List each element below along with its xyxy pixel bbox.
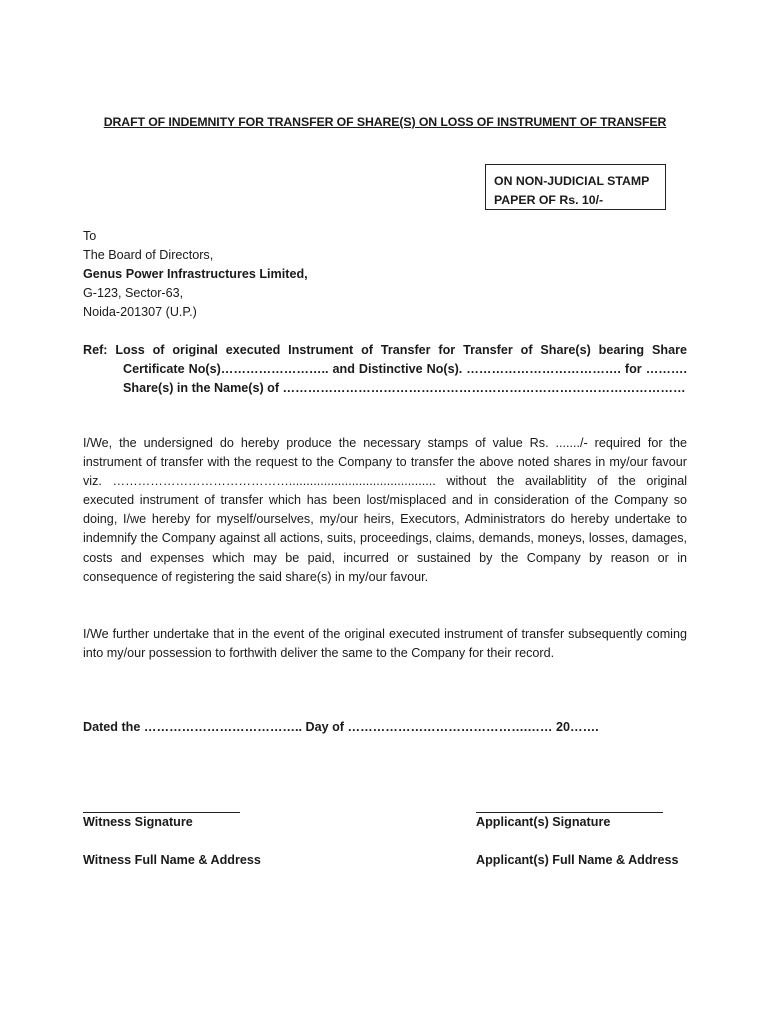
address-company: Genus Power Infrastructures Limited, [83, 267, 308, 281]
document-title: DRAFT OF INDEMNITY FOR TRANSFER OF SHARE(S) ON LOSS OF INSTRUMENT OF TRANSFER [103, 115, 667, 129]
witness-signature-line [83, 798, 240, 813]
applicant-signature-line [476, 798, 663, 813]
witness-signature-label: Witness Signature [83, 815, 193, 829]
stamp-line-1: ON NON-JUDICIAL STAMP [494, 174, 650, 188]
applicant-signature-label: Applicant(s) Signature [476, 815, 611, 829]
witness-name-label: Witness Full Name & Address [83, 853, 261, 867]
reference-block [83, 341, 687, 398]
undertaking-paragraph: I/We further undertake that in the event of the original executed instrument of transfer subsequently coming into my/our possession to forthwith deliver the same to the Company for their record. [83, 627, 687, 661]
stamp-paper-box [485, 164, 666, 210]
address-recipient: The Board of Directors, [83, 248, 214, 262]
applicant-name-label: Applicant(s) Full Name & Address [476, 853, 679, 867]
reference-line-3: Share(s) in the Name(s) of …………………………………………………………………………………… [123, 381, 686, 395]
address-street: G-123, Sector-63, [83, 286, 184, 300]
reference-line-1: Ref: Loss of original executed Instrument of Transfer for Transfer of Share(s) bearing Share [83, 343, 687, 357]
address-to: To [83, 229, 97, 243]
address-block [83, 227, 308, 322]
indemnity-paragraph: I/We, the undersigned do hereby produce the necessary stamps of value Rs. ......./- required for the instrument of transfer with the request to the Company to transfer the above noted shares in my/our favour viz. …………………………………….......................................... without the availablitity of the original executed instrument of transfer which has been lost/misplaced and in consideration of the Company so doing, I/we hereby for myself/ourselves, my/our heirs, Executors, Administrators do hereby undertake to indemnify the Company against all actions, suits, proceedings, claims, demands, moneys, losses, damages, costs and expenses which may be paid, incurred or sustained by the Company by reason or in consequence of registering the said share(s) in my/our favour. [83, 436, 687, 584]
stamp-line-2: PAPER OF Rs. 10/- [494, 193, 604, 207]
address-city: Noida-201307 (U.P.) [83, 305, 197, 319]
dated-line: Dated the ……………………………….. Day of …………………………………….…… 20……. [83, 720, 599, 734]
reference-line-2: Certificate No(s)…………………….. and Distinctive No(s). ………………………………. for ………. [123, 362, 687, 376]
